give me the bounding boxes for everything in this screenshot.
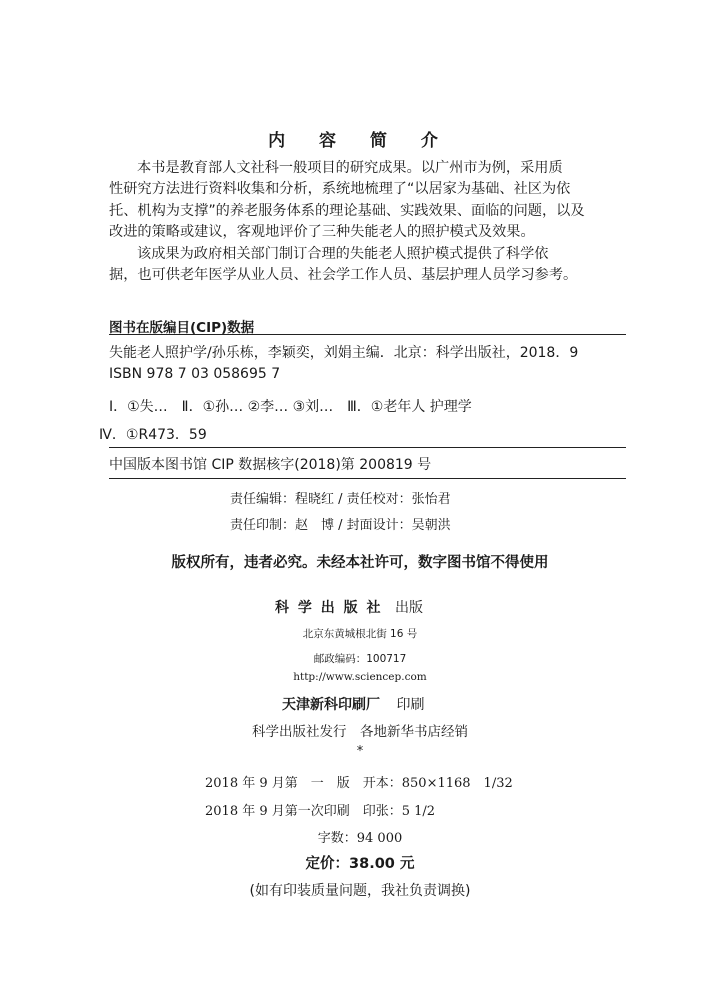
- cip-middle-rule: [109, 447, 626, 448]
- cip-line-record: 中国版本图书馆 CIP 数据核字(2018)第 200819 号: [109, 457, 432, 473]
- cip-line-number: Ⅳ．①R473．59: [99, 427, 207, 443]
- cip-line-title: 失能老人照护学/孙乐栋，李颖奕，刘娟主编．北京：科学出版社，2018．9: [109, 345, 579, 361]
- word-count: 字数：94 000: [317, 831, 403, 846]
- summary-p1-line: 本书是教育部人文社科一般项目的研究成果。以广州市为例，采用质: [137, 160, 563, 176]
- publisher-line: [275, 597, 423, 617]
- quality-notice: (如有印装质量问题，我社负责调换): [249, 883, 471, 899]
- summary-p1-line: 托、机构为支撑”的养老服务体系的理论基础、实践效果、面临的问题，以及: [109, 202, 585, 219]
- publisher-action: 出版: [394, 600, 423, 616]
- separator-star: *: [356, 744, 364, 759]
- edition-line: 2018 年 9 月第 一 版 开本：850×1168 1/32: [205, 776, 513, 791]
- summary-p2-line: 据，也可供老年医学从业人员、社会学工作人员、基层护理人员学习参考。: [109, 267, 578, 284]
- distribution-line: 科学出版社发行 各地新华书店经销: [252, 724, 468, 740]
- editors-line-2: 责任印制：赵 博 / 封面设计：吴朝洪: [230, 518, 451, 533]
- summary-p2-line: 该成果为政府相关部门制订合理的失能老人照护模式提供了科学依: [137, 246, 549, 262]
- cip-line-isbn: ISBN 978 7 03 058695 7: [109, 366, 281, 382]
- publisher-postcode: 邮政编码：100717: [313, 653, 407, 665]
- cip-heading: 图书在版编目(CIP)数据: [109, 320, 255, 336]
- summary-p1-line: 改进的策略或建议，客观地评价了三种失能老人的照护模式及效果。: [109, 224, 535, 241]
- publisher-address: 北京东黄城根北街 16 号: [302, 628, 418, 640]
- printer-line: [282, 694, 424, 714]
- summary-title: 内 容 简 介: [268, 131, 452, 151]
- price: 定价：38.00 元: [305, 856, 415, 872]
- cip-line-classification: Ⅰ．①失… Ⅱ．①孙… ②李… ③刘… Ⅲ．①老年人 护理学: [109, 399, 472, 415]
- printing-line: 2018 年 9 月第一次印刷 印张：5 1/2: [205, 804, 436, 819]
- summary-paragraph-2: [109, 244, 627, 287]
- editors-line-1: 责任编辑：程晓红 / 责任校对：张怡君: [230, 492, 451, 507]
- summary-p1-line: 性研究方法进行资料收集和分析，系统地梳理了“以居家为基础、社区为依: [109, 181, 571, 198]
- publisher-name: 科 学 出 版 社: [275, 600, 383, 616]
- printer-name: 天津新科印刷厂: [282, 697, 380, 713]
- publisher-url: http://www.sciencep.com: [293, 671, 427, 683]
- printer-action: 印刷: [396, 697, 425, 713]
- cip-bottom-rule: [109, 478, 626, 479]
- cip-top-rule: [109, 334, 626, 335]
- copyright-notice: 版权所有，违者必究。未经本社许可，数字图书馆不得使用: [171, 555, 549, 571]
- summary-paragraph-1: [109, 158, 627, 244]
